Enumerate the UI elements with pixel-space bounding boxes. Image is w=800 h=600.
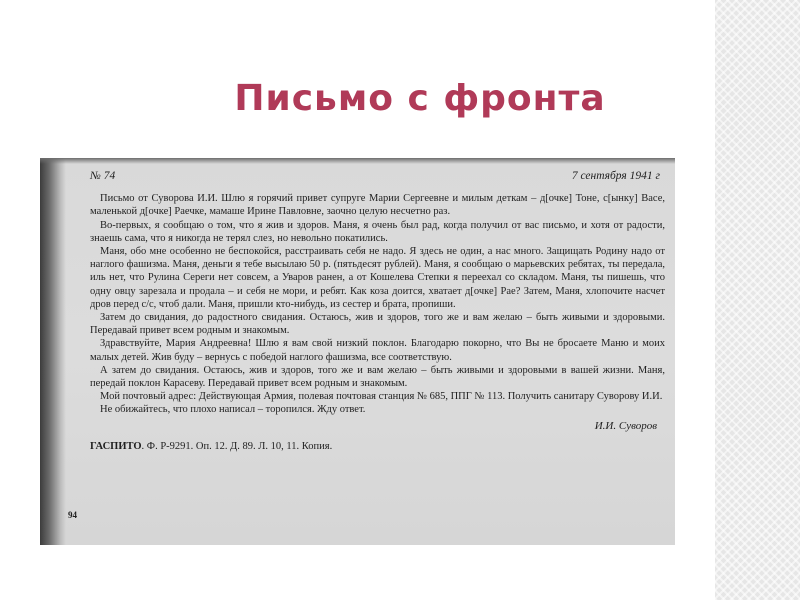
letter-paragraph: Мой почтовый адрес: Действующая Армия, полевая почтовая станция № 685, ППГ № 113. Получить санитару Суворову И.И. (100, 391, 663, 403)
document-header (90, 170, 665, 183)
archive-reference (90, 440, 665, 453)
slide-title: Письмо с фронта (234, 78, 606, 119)
photo-top-shadow (40, 158, 675, 164)
photo-edge-shadow (40, 158, 66, 545)
letter-paragraph: Не обижайтесь, что плохо написал – торопился. Жду ответ. (100, 404, 366, 416)
document-photo (40, 158, 675, 545)
letter-paragraph: Маня, обо мне особенно не беспокойся, расстраивать себя не надо. Я здесь не один, а нас много. Защищать Родину надо от наглого фашизма. Маня, деньги я тебе высылаю 50 р. (пятьдесят рублей). Маня, я сообщаю о марьевских ребятах, ты передала, иль нет, что Рулина Сереги нет совсем, а Уваров ранен, а от Кошелева Степки я переехал со складом. Маня, ты пишешь, что одну овцу зарезала и продала – и себя не мори, и ребят. Как коза доится, хватает д[очке] Рае? Затем, Маня, хлопочите насчет дров перед с/с, чтоб дали. Маня, пришли кто-нибудь, из сестер и брата, пропиши. (90, 246, 665, 310)
letter-paragraph: А затем до свидания. Остаюсь, жив и здоров, того же и вам желаю – быть живыми и здоровыми в вашей жизни. Маня, передай поклон Карасеву. Передавай привет всем родным и знакомым. (90, 364, 665, 390)
letter-signature: И.И. Суворов (594, 419, 657, 432)
letter-paragraph: Письмо от Суворова И.И. Шлю я горячий привет супруге Марии Сергеевне и милым деткам – д[очке] Тоне, с[ынку] Васе, маленькой д[очке] Раечке, мамаше Ирине Павловне, заочно целую несчетно раз. (90, 193, 665, 218)
letter-paragraph: Здравствуйте, Мария Андреевна! Шлю я вам свой низкий поклон. Благодарю покорно, что Вы не бросаете Маню и моих малых детей. Жив буду – вернусь с победой наглого фашизма, все соответствую. (90, 338, 665, 363)
archive-ref: . Ф. Р-9291. Оп. 12. Д. 89. Л. 10, 11. Копия. (141, 440, 333, 452)
letter-text (90, 170, 665, 453)
page-number: 94 (68, 510, 77, 520)
document-number: № 74 (90, 170, 116, 182)
decorative-side-strip (715, 0, 800, 600)
archive-name: ГАСПИТО (90, 440, 142, 452)
document-date: 7 сентября 1941 г (571, 170, 660, 182)
letter-paragraph: Затем до свидания, до радостного свидания. Остаюсь, жив и здоров, того же и вам желаю – быть живыми и здоровыми. Передавай привет всем родным и знакомым. (90, 312, 665, 337)
letter-paragraph: Во-первых, я сообщаю о том, что я жив и здоров. Маня, я очень был рад, когда получил от вас письмо, и хотя от радости, знаешь сама, что я никогда не терял слез, но невольно покатились. (90, 219, 665, 244)
